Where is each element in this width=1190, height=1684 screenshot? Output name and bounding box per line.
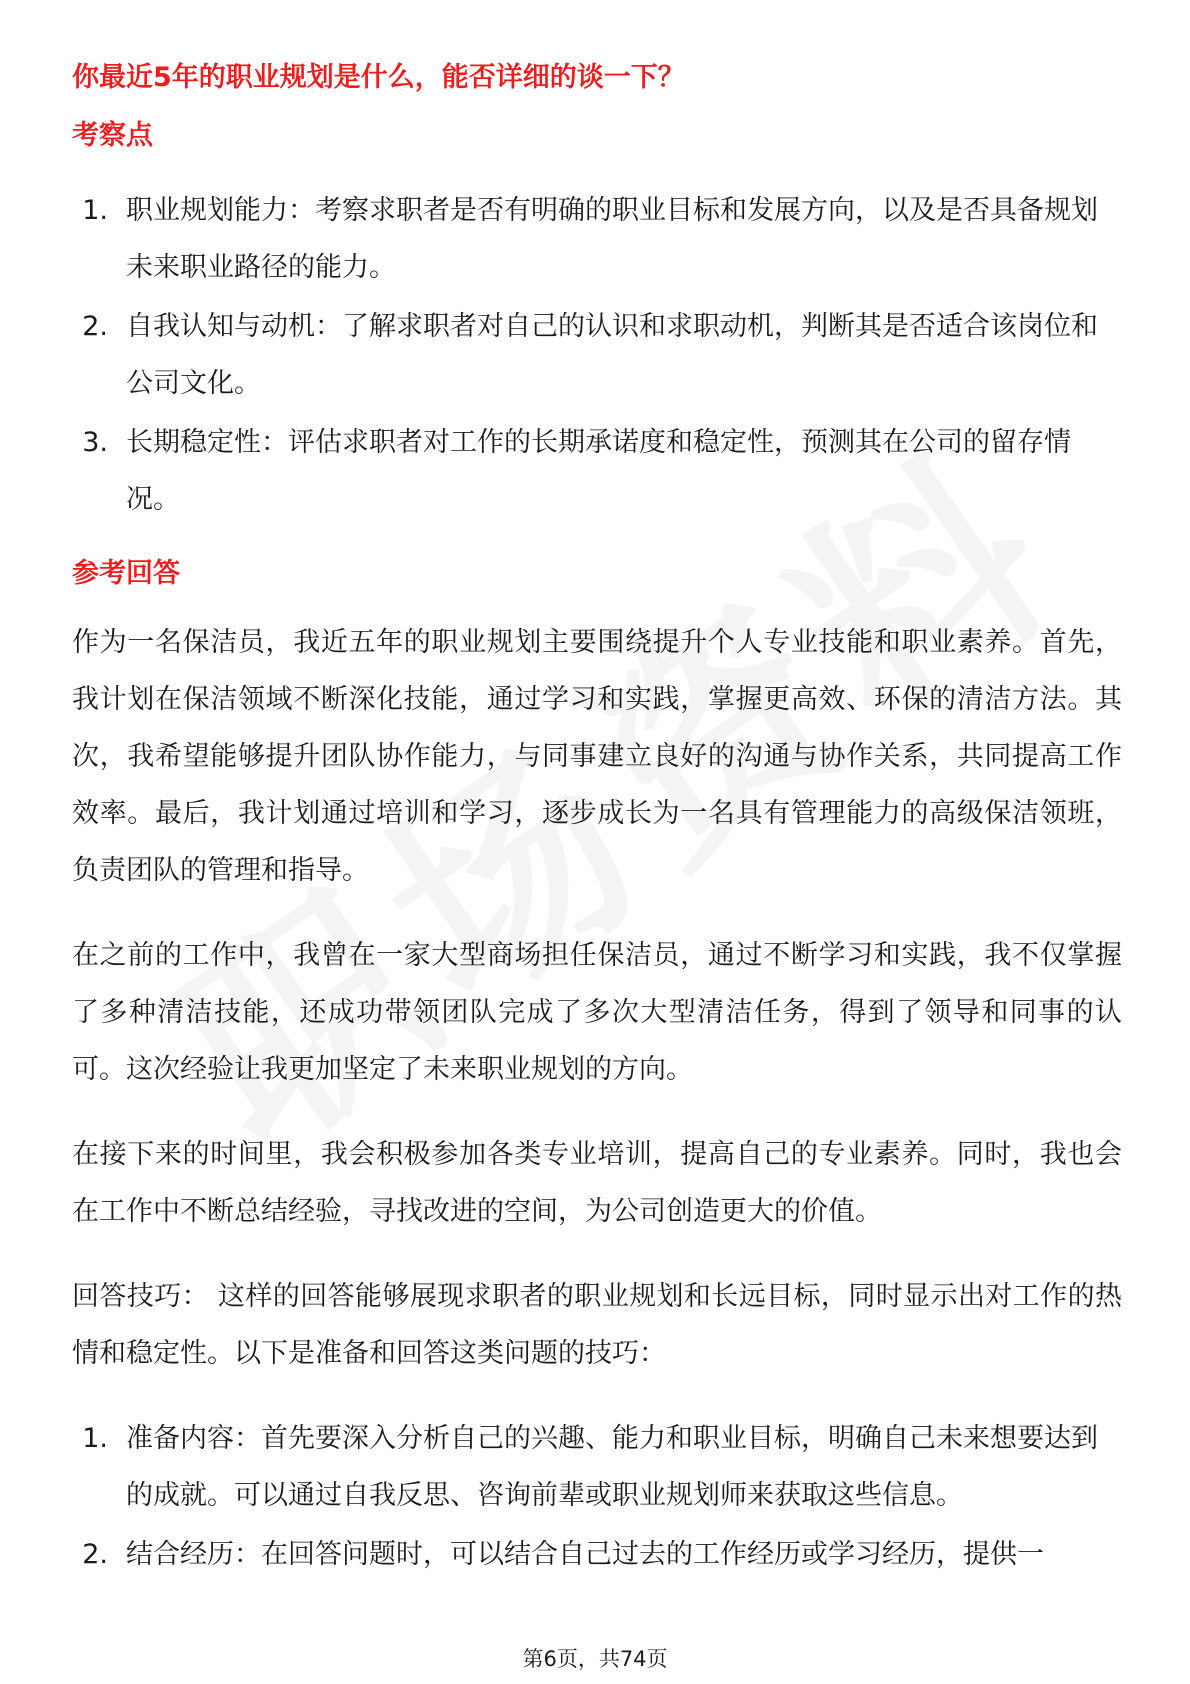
list-item — [72, 1526, 1122, 1583]
list-text: 结合经历：在回答问题时，可以结合自己过去的工作经历或学习经历，提供一 — [126, 1539, 1044, 1570]
question-title: 你最近5年的职业规划是什么，能否详细的谈一下？ — [72, 62, 685, 93]
answer-paragraph: 作为一名保洁员，我近五年的职业规划主要围绕提升个人专业技能和职业素养。首先，我计划在保洁领域不断深化技能，通过学习和实践，掌握更高效、环保的清洁方法。其次，我希望能够提升团队协作能力，与同事建立良好的沟通与协作关系，共同提高工作效率。最后，我计划通过培训和学习，逐步成长为一名具有管理能力的高级保洁领班，负责团队的管理和指导。 — [72, 627, 1122, 886]
list-text: 自我认知与动机：了解求职者对自己的认识和求职动机，判断其是否适合该岗位和公司文化。 — [126, 311, 1098, 399]
document-page — [72, 58, 1122, 1609]
list-number: 1. — [82, 1423, 108, 1454]
list-number: 2. — [82, 311, 108, 342]
list-item — [72, 298, 1122, 412]
focus-heading: 考察点 — [72, 120, 153, 151]
answer-heading: 参考回答 — [72, 558, 180, 589]
list-text: 准备内容：首先要深入分析自己的兴趣、能力和职业目标，明确自己未来想要达到的成就。可以通过自我反思、咨询前辈或职业规划师来获取这些信息。 — [126, 1423, 1098, 1511]
list-text: 长期稳定性：评估求职者对工作的长期承诺度和稳定性，预测其在公司的留存情况。 — [126, 427, 1071, 515]
list-number: 3. — [82, 427, 108, 458]
list-item — [72, 414, 1122, 528]
list-number: 2. — [82, 1539, 108, 1570]
answer-paragraph: 在之前的工作中，我曾在一家大型商场担任保洁员，通过不断学习和实践，我不仅掌握了多种清洁技能，还成功带领团队完成了多次大型清洁任务，得到了领导和同事的认可。这次经验让我更加坚定了未来职业规划的方向。 — [72, 940, 1122, 1085]
tips-list — [72, 1410, 1122, 1583]
list-number: 1. — [82, 195, 108, 226]
page-footer: 第6页，共74页 — [522, 1647, 668, 1671]
answer-tips-intro: 回答技巧： 这样的回答能够展现求职者的职业规划和长远目标，同时显示出对工作的热情和稳定性。以下是准备和回答这类问题的技巧： — [72, 1281, 1122, 1369]
list-text: 职业规划能力：考察求职者是否有明确的职业目标和发展方向，以及是否具备规划未来职业路径的能力。 — [126, 195, 1098, 283]
focus-points-list — [72, 182, 1122, 528]
list-item — [72, 182, 1122, 296]
answer-paragraph: 在接下来的时间里，我会积极参加各类专业培训，提高自己的专业素养。同时，我也会在工作中不断总结经验，寻找改进的空间，为公司创造更大的价值。 — [72, 1139, 1122, 1227]
list-item — [72, 1410, 1122, 1524]
